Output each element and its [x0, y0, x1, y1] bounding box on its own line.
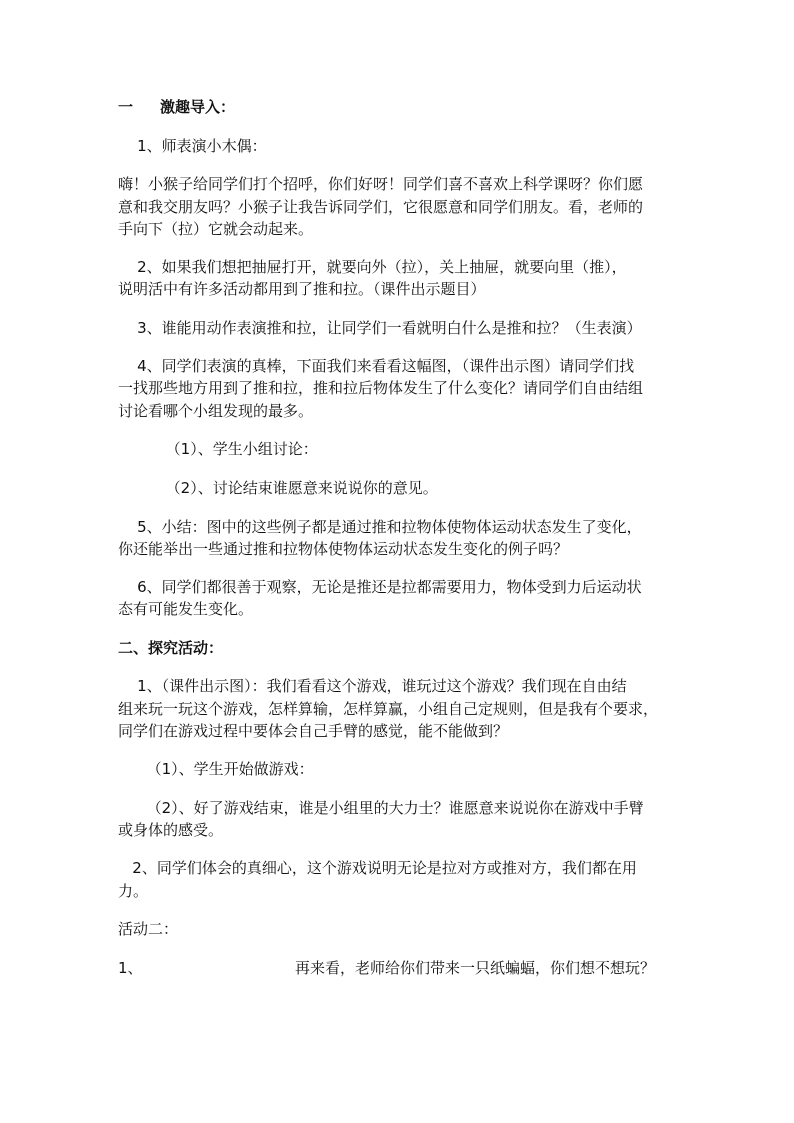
- paragraph-13-line-2: 力。: [118, 882, 149, 900]
- paragraph-10-line-2: 组来玩一玩这个游戏，怎样算输，怎样算赢，小组自己定规则，但是我有个要求，: [118, 700, 659, 718]
- paragraph-9-line-1: 6、同学们都很善于观察，无论是推还是拉都需要用力，物体受到力后运动状: [118, 578, 642, 596]
- paragraph-11: （1）、学生开始做游戏：: [118, 760, 314, 778]
- paragraph-2-line-1: 嗨！小猴子给同学们打个招呼，你们好呀！同学们喜不喜欢上科学课呀？你们愿: [118, 175, 644, 193]
- paragraph-8-line-2: 你还能举出一些通过推和拉物体使物体运动状态发生变化的例子吗？: [118, 540, 569, 558]
- section-1-heading: 激趣导入：: [160, 98, 236, 116]
- paragraph-7: （2）、讨论结束谁愿意来说说你的意见。: [118, 479, 438, 497]
- paragraph-12-line-1: （2）、好了游戏结束，谁是小组里的大力士？谁愿意来说说你在游戏中手臂: [118, 799, 644, 817]
- paragraph-13-line-1: 2、同学们体会的真细心，这个游戏说明无论是拉对方或推对方，我们都在用: [118, 859, 637, 877]
- paragraph-2-line-2: 意和我交朋友吗？小猴子让我告诉同学们，它很愿意和同学们朋友。看，老师的: [118, 198, 644, 216]
- activity-2-heading: 活动二：: [118, 920, 179, 938]
- paragraph-5-line-1: 4、同学们表演的真棒，下面我们来看看这幅图，（课件出示图）请同学们找: [118, 357, 635, 375]
- section-1-number: 一: [118, 98, 134, 116]
- paragraph-3-line-1: 2、如果我们想把抽屉打开，就要向外（拉），关上抽屉，就要向里（推），: [118, 258, 627, 276]
- paragraph-8-line-1: 5、小结：图中的这些例子都是通过推和拉物体使物体运动状态发生了变化，: [118, 518, 642, 536]
- paragraph-1: 1、师表演小木偶：: [118, 137, 267, 155]
- paragraph-6: （1）、学生小组讨论：: [118, 440, 318, 458]
- section-2-heading: 二、探究活动：: [118, 639, 224, 657]
- paragraph-15-text: 再来看，老师给你们带来一只纸蝙蝠，你们想不想玩？: [295, 959, 656, 977]
- paragraph-12-line-2: 或身体的感受。: [118, 821, 224, 839]
- paragraph-4: 3、谁能用动作表演推和拉，让同学们一看就明白什么是推和拉？（生表演）: [118, 319, 642, 337]
- paragraph-10-line-1: 1、（课件出示图）：我们看看这个游戏，谁玩过这个游戏？我们现在自由结: [118, 677, 627, 695]
- paragraph-2-line-3: 手向下（拉）它就会动起来。: [118, 220, 314, 238]
- paragraph-3-line-2: 说明活中有许多活动都用到了推和拉。（课件出示题目）: [118, 280, 486, 298]
- paragraph-5-line-2: 一找那些地方用到了推和拉，推和拉后物体发生了什么变化？请同学们自由结组: [118, 379, 644, 397]
- paragraph-10-line-3: 同学们在游戏过程中要体会自己手臂的感觉，能不能做到？: [118, 722, 509, 740]
- paragraph-5-line-3: 讨论看哪个小组发现的最多。: [118, 402, 314, 420]
- paragraph-9-line-2: 态有可能发生变化。: [118, 600, 254, 618]
- paragraph-15-number: 1、: [118, 959, 143, 977]
